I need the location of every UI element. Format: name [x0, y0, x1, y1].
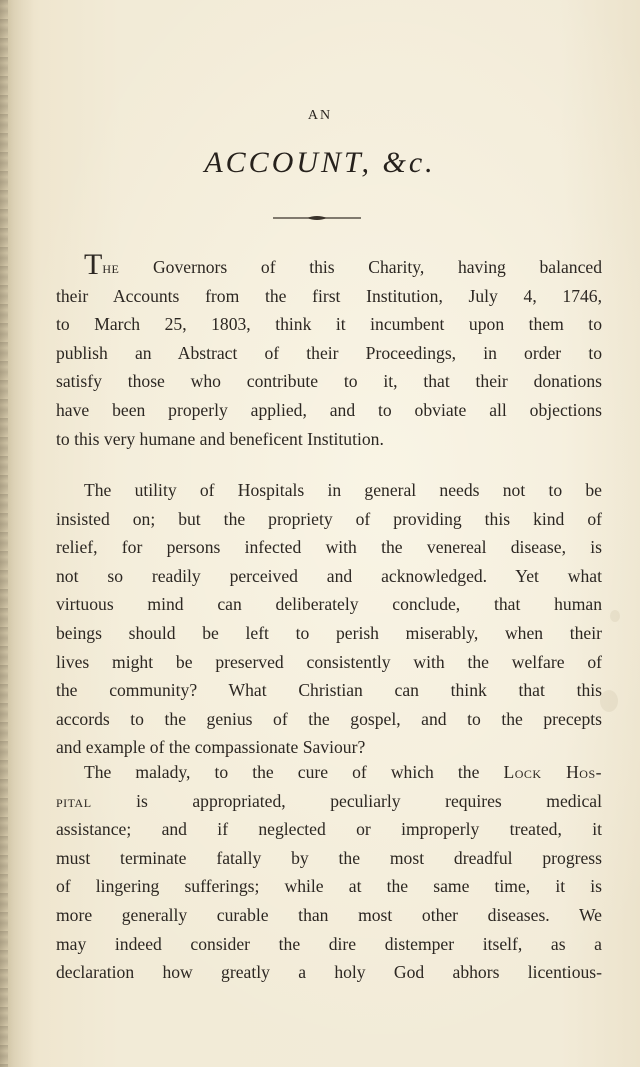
paragraph-line: of lingering sufferings; while at the same time, it is: [56, 876, 602, 897]
paragraph-line: to this very humane and beneficent Institution.: [56, 428, 384, 449]
paragraph-line: may indeed consider the dire distemper itself, as a: [56, 933, 602, 954]
paragraph-line: beings should be left to perish miserably, when their: [56, 622, 602, 643]
paragraph-line: The utility of Hospitals in general needs not to be: [84, 480, 602, 500]
paragraph-line: [56, 253, 602, 282]
paragraph-line: virtuous mind can deliberately conclude, that human: [56, 594, 602, 615]
paper-stain: [610, 610, 620, 622]
small-caps-phrase: pital: [56, 790, 92, 811]
page-title: ACCOUNT, &c.: [204, 146, 436, 179]
paragraph-line: and example of the compassionate Saviour?: [56, 737, 366, 758]
paragraph-line: their Accounts from the first Institution, July 4, 1746,: [56, 285, 602, 306]
paragraph-line: the community? What Christian can think that this: [56, 680, 602, 701]
paper-stain: [600, 690, 618, 712]
paragraph-line: to March 25, 1803, think it incumbent upon them to: [56, 314, 602, 335]
paragraph-malady: [56, 758, 602, 987]
paragraph-line: have been properly applied, and to obviate all objections: [56, 399, 602, 420]
paragraph-line: assistance; and if neglected or improperly treated, it: [56, 819, 602, 840]
paragraph-line: accords to the genius of the gospel, and to the precepts: [56, 708, 602, 729]
paragraph-line: relief, for persons infected with the venereal disease, is: [56, 537, 602, 558]
small-caps-phrase: Lock Hos-: [503, 762, 602, 782]
paragraph-line: insisted on; but the propriety of providing this kind of: [56, 508, 602, 529]
paragraph-line: must terminate fatally by the most dreadful progress: [56, 847, 602, 868]
paragraph-line: pital is appropriated, peculiarly requires medical: [56, 790, 602, 811]
paragraph-governors: [56, 253, 602, 453]
drop-capital: T: [84, 253, 103, 281]
paragraph-line: declaration how greatly a holy God abhors licentious-: [56, 962, 602, 983]
paragraph-line: lives might be preserved consistently with the welfare of: [56, 651, 602, 672]
line-remainder: Governors of this Charity, having balanced: [119, 257, 602, 277]
ornamental-rule: [273, 213, 361, 223]
small-caps-word: he: [102, 257, 120, 277]
paragraph-line: satisfy those who contribute to it, that their donations: [56, 371, 602, 392]
paragraph-line: not so readily perceived and acknowledged. Yet what: [56, 565, 602, 586]
paragraph-line: more generally curable than most other diseases. We: [56, 904, 602, 925]
running-head: AN: [307, 108, 333, 123]
paragraph-utility: [56, 476, 602, 762]
paragraph-line: publish an Abstract of their Proceedings, in order to: [56, 342, 602, 363]
paragraph-line: The malady, to the cure of which the Lock Hos-: [84, 762, 602, 782]
paragraph-line-text: [102, 257, 602, 277]
